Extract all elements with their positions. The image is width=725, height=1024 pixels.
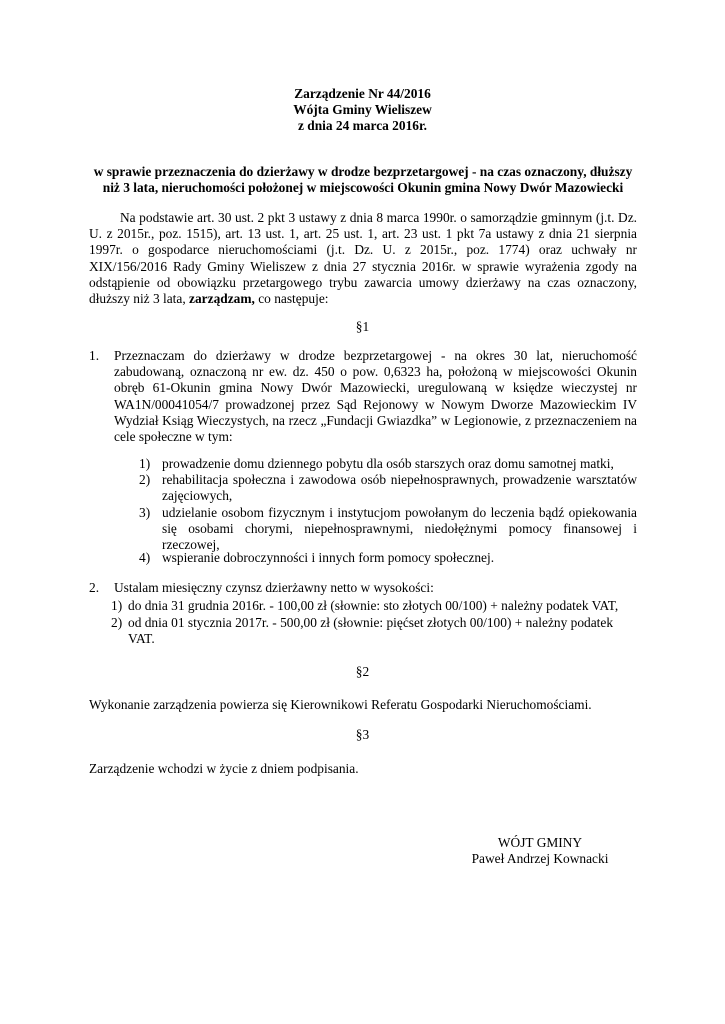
signature-block: [460, 835, 620, 867]
rate-number: 2): [111, 615, 123, 630]
legal-basis-text: Na podstawie art. 30 ust. 2 pkt 3 ustawy z dnia 8 marca 1990r. o samorządzie gminnym (j.t. Dz. U. z 2015r., poz. 1515), art. 13 ust. 1, art. 25 ust. 1, art. 23 ust. 1 pkt 7a ustawy z dnia 21 sierpnia 1997r. o gospodarce nieruchomościami (j.t. Dz. U. z 2015r., poz. 1774) oraz uchwały nr XIX/156/2016 Rady Gminy Wieliszew z dnia 27 stycznia 2016r. w sprawie wyrażenia zgody na odstąpienie od obowiązku przetargowego trybu zawarcia umowy dzierżawy na czas oznaczony, dłuższy niż 3 lata,: [89, 210, 637, 307]
purpose-text: rehabilitacja społeczna i zawodowa osób niepełnosprawnych, prowadzenie warsztatów zajęciowych,: [162, 472, 637, 504]
item-1-number: 1.: [89, 348, 100, 363]
section-2-sign: §2: [355, 664, 370, 679]
item-2-number: 2.: [89, 580, 100, 595]
rate-text: od dnia 01 stycznia 2017r. - 500,00 zł (słownie: pięćset złotych 00/100) + należny podatek VAT.: [128, 615, 614, 647]
issuer: Wójta Gminy Wieliszew: [293, 102, 432, 118]
subject-line-2: niż 3 lata, nieruchomości położonej w miejscowości Okunin gmina Nowy Dwór Mazowiecki: [102, 180, 624, 196]
document-header: [0, 86, 725, 135]
section-3-text: Zarządzenie wchodzi w życie z dniem podpisania.: [89, 761, 359, 776]
section-2-text: Wykonanie zarządzenia powierza się Kierownikowi Referatu Gospodarki Nieruchomościami.: [89, 697, 592, 712]
purpose-number: 4): [139, 550, 151, 565]
purpose-number: 3): [139, 505, 151, 520]
rate-number: 1): [111, 598, 123, 613]
signatory-title: WÓJT GMINY: [497, 835, 583, 850]
section-1-sign: §1: [355, 319, 370, 334]
purpose-text: wspieranie dobroczynności i innych form pomocy społecznej.: [162, 550, 495, 565]
purpose-number: 2): [139, 472, 151, 487]
section-3-sign: §3: [355, 727, 370, 742]
ordinance-date: z dnia 24 marca 2016r.: [297, 118, 428, 134]
ordinance-number: Zarządzenie Nr 44/2016: [294, 86, 431, 101]
subject-line-1: w sprawie przeznaczenia do dzierżawy w drodze bezprzetargowej - na czas oznaczony, dłuższy: [93, 164, 633, 179]
purpose-text: udzielanie osobom fizycznym i instytucjom powołanym do leczenia bądź opiekowania się osobami chorymi, niepełnosprawnymi, niedołężnymi pomocy finansowej i rzeczowej,: [162, 505, 637, 553]
rate-text: do dnia 31 grudnia 2016r. - 100,00 zł (słownie: sto złotych 00/100) + należny podatek VAT,: [128, 598, 619, 613]
intro-tail: co następuje:: [254, 291, 329, 307]
purpose-text: prowadzenie domu dziennego pobytu dla osób starszych oraz domu samotnej matki,: [162, 456, 614, 471]
decision-word: zarządzam,: [189, 291, 255, 307]
item-2-text: Ustalam miesięczny czynsz dzierżawny netto w wysokości:: [114, 580, 434, 595]
signatory-name: Paweł Andrzej Kownacki: [471, 851, 609, 867]
purpose-number: 1): [139, 456, 151, 471]
item-1-text: Przeznaczam do dzierżawy w drodze bezprzetargowej - na okres 30 lat, nieruchomość zabudowaną, oznaczoną nr ew. dz. 450 o pow. 0,6323 ha, położoną w miejscowości Okunin obręb 61-Okunin gmina Nowy Dwór Mazowiecki, uregulowaną w księdze wieczystej nr WA1N/00041054/7 prowadzonej przez Sąd Rejonowy w Nowym Dworze Mazowieckim IV Wydział Ksiąg Wieczystych, na rzecz „Fundacji Gwiazdka” w Legionowie, z przeznaczeniem na cele społeczne w tym:: [114, 348, 637, 445]
legal-basis-paragraph: [89, 210, 637, 307]
subject-title: [84, 164, 642, 196]
